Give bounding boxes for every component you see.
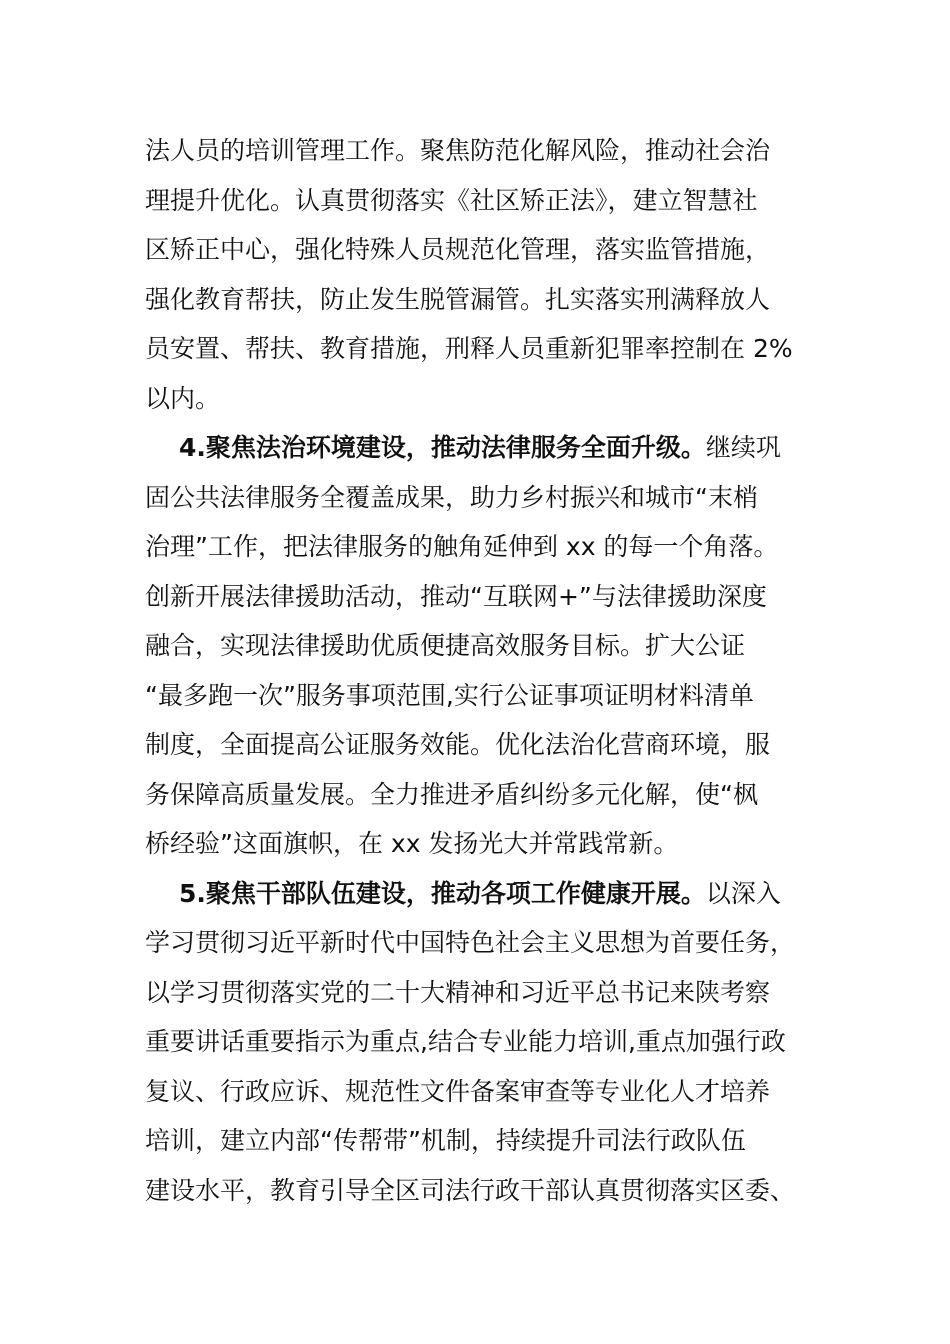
- body-line: 以内。: [145, 383, 221, 413]
- body-line: 区矫正中心，强化特殊人员规范化管理，落实监管措施，: [145, 235, 771, 264]
- section-4-line: 创新开展法律援助活动，推动“互联网+”与法律援助深度: [145, 581, 767, 611]
- section-5-lead-text: 以深入: [705, 878, 781, 908]
- section-5-heading: 5.聚焦干部队伍建设，推动各项工作健康开展。: [179, 878, 706, 908]
- section-4-lead-text: 继续巩: [705, 433, 781, 462]
- section-4-line: 制度，全面提高公证服务效能。优化法治化营商环境，服: [145, 730, 771, 759]
- section-5-line: 学习贯彻习近平新时代中国特色社会主义思想为首要任务，: [145, 928, 796, 957]
- section-5-line: 培训，建立内部“传帮带”机制，持续提升司法行政队伍: [145, 1126, 746, 1155]
- section-4-line: 融合，实现法律援助优质便捷高效服务目标。扩大公证: [145, 631, 746, 660]
- body-line: 理提升优化。认真贯彻落实《社区矫正法》，建立智慧社: [145, 185, 758, 215]
- section-5-line: 建设水平，教育引导全区司法行政干部认真贯彻落实区委、: [145, 1175, 796, 1205]
- section-5-line: 重要讲话重要指示为重点,结合专业能力培训,重点加强行政: [145, 1027, 786, 1056]
- section-4-line: 固公共法律服务全覆盖成果，助力乡村振兴和城市“末梢: [145, 482, 758, 512]
- body-line: 法人员的培训管理工作。聚焦防范化解风险，推动社会治: [145, 136, 771, 165]
- section-5-first-line: [145, 869, 810, 919]
- document-body: [145, 126, 810, 1215]
- section-4-line: 务保障高质量发展。全力推进矛盾纠纷多元化解，使“枫: [145, 779, 758, 809]
- section-5-line: 以学习贯彻落实党的二十大精神和习近平总书记来陕考察: [145, 977, 771, 1007]
- section-4-line: 桥经验”这面旗帜，在 xx 发扬光大并常践常新。: [145, 829, 679, 858]
- section-4-heading: 4.聚焦法治环境建设，推动法律服务全面升级。: [179, 433, 706, 462]
- section-5-line: 复议、行政应诉、规范性文件备案审查等专业化人才培养: [145, 1076, 771, 1106]
- body-line: 员安置、帮扶、教育措施，刑释人员重新犯罪率控制在 2%: [145, 334, 793, 363]
- section-4-line: “最多跑一次”服务事项范围,实行公证事项证明材料清单: [145, 680, 754, 710]
- body-line: 强化教育帮扶，防止发生脱管漏管。扎实落实刑满释放人: [145, 284, 771, 314]
- section-4-line: 治理”工作，把法律服务的触角延伸到 xx 的每一个角落。: [145, 532, 779, 561]
- section-4-first-line: [145, 423, 810, 473]
